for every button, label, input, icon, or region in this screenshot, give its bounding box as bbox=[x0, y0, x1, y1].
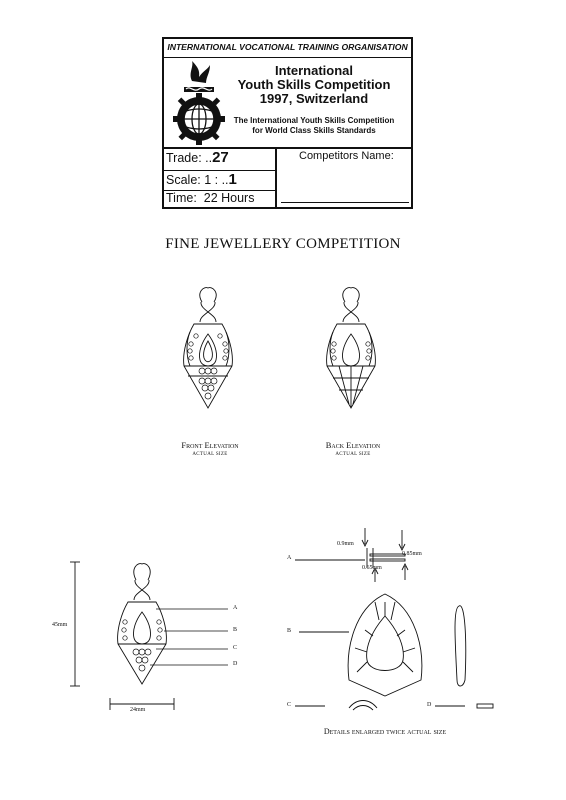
details-drawing bbox=[285, 520, 505, 720]
competition-subtitle bbox=[224, 116, 404, 136]
title-divider bbox=[275, 147, 277, 209]
back-elevation-drawing bbox=[319, 286, 383, 412]
trade-value: 27 bbox=[212, 149, 229, 166]
gear-globe-logo-icon bbox=[170, 59, 228, 145]
width-dimension-label: 24mm bbox=[130, 707, 146, 713]
back-elevation-note: ACTUAL SIZE bbox=[335, 452, 371, 457]
trade-field bbox=[164, 149, 275, 169]
scale-field bbox=[164, 170, 275, 190]
page-heading: FINE JEWELLERY COMPETITION bbox=[165, 236, 401, 252]
details-caption: Details enlarged twice actual size bbox=[323, 727, 447, 736]
detail-label-a: A bbox=[287, 555, 292, 561]
time-label: Time: bbox=[166, 191, 197, 205]
title-block bbox=[162, 37, 413, 209]
competitor-name-line[interactable] bbox=[281, 202, 409, 203]
section-label-b: B bbox=[233, 627, 238, 633]
time-value: 22 Hours bbox=[203, 191, 255, 205]
competition-subtitle-line: for World Class Skills Standards bbox=[252, 126, 376, 135]
title-divider bbox=[164, 57, 411, 58]
front-elevation-caption: Front Elevation bbox=[181, 440, 239, 450]
front-elevation-drawing bbox=[176, 286, 240, 412]
front-elevation-note: ACTUAL SIZE bbox=[192, 452, 228, 457]
height-dimension-label: 45mm bbox=[52, 622, 68, 628]
scale-label: Scale: 1 : .. bbox=[166, 173, 229, 187]
detail-label-b: B bbox=[287, 628, 292, 634]
back-elevation-caption: Back Elevation bbox=[325, 440, 381, 450]
detail-dimension-3: 0.65mm bbox=[362, 565, 382, 571]
competition-title-line: Youth Skills Competition bbox=[237, 77, 391, 92]
competition-title-line: 1997, Switzerland bbox=[259, 91, 369, 106]
competition-title bbox=[224, 64, 404, 106]
scale-value: 1 bbox=[228, 171, 237, 188]
time-field bbox=[164, 190, 275, 210]
dimensioned-drawing bbox=[60, 560, 260, 720]
competition-title-line: International bbox=[274, 63, 353, 78]
competitor-name-label: Competitors Name: bbox=[299, 150, 394, 162]
section-label-c: C bbox=[233, 645, 238, 651]
detail-label-c: C bbox=[287, 702, 292, 708]
competition-subtitle-line: The International Youth Skills Competition bbox=[233, 116, 395, 125]
detail-dimension-1: 0.9mm bbox=[337, 541, 354, 547]
section-label-d: D bbox=[233, 661, 238, 667]
trade-label: Trade: .. bbox=[166, 151, 213, 165]
detail-label-d: D bbox=[427, 702, 432, 708]
organisation-name: INTERNATIONAL VOCATIONAL TRAINING ORGANISATION bbox=[167, 42, 408, 52]
detail-dimension-2: 0.85mm bbox=[402, 551, 422, 557]
section-label-a: A bbox=[233, 605, 238, 611]
